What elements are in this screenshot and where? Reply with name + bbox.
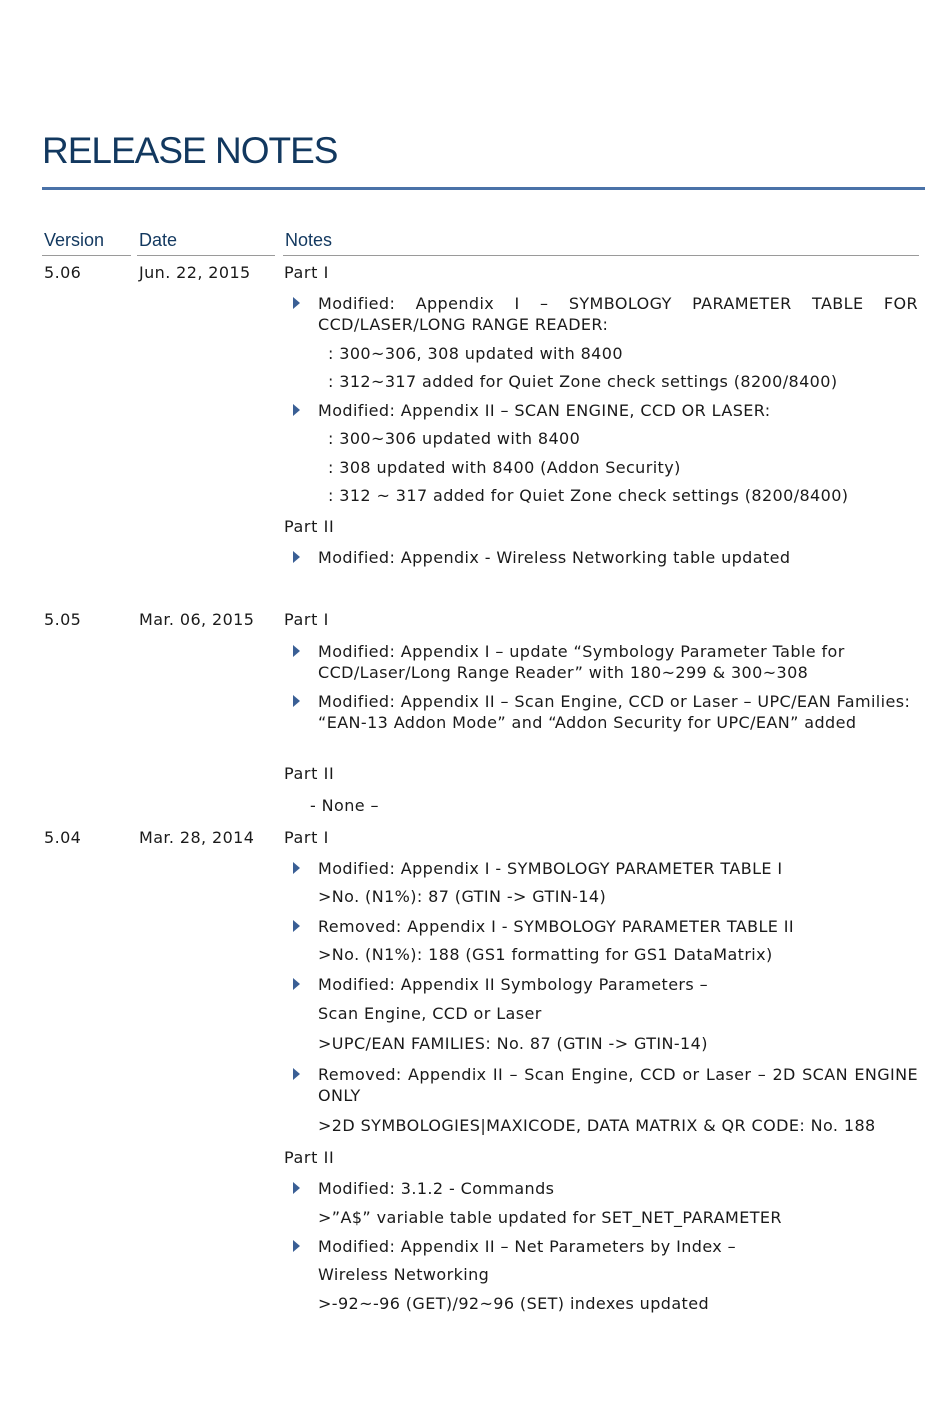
bullet-arrow-icon [293,1182,300,1194]
note-item [318,916,918,937]
note-detail: >”A$” variable table updated for SET_NET_PARAMETER [318,1208,782,1227]
note-detail: >2D SYMBOLOGIES|MAXICODE, DATA MATRIX & QR CODE: No. 188 [318,1116,876,1135]
title-rule [42,187,925,190]
release-date: Mar. 28, 2014 [139,828,255,847]
note-detail: : 308 updated with 8400 (Addon Security) [328,458,681,477]
header-rule-notes [283,255,919,256]
note-text: Modified: Appendix I – SYMBOLOGY PARAMETER TABLE FOR CCD/LASER/LONG RANGE READER: [318,294,918,334]
note-text: Removed: Appendix I - SYMBOLOGY PARAMETER TABLE II [318,917,795,936]
note-text: Modified: Appendix II – Net Parameters by Index – [318,1237,737,1256]
note-text: Modified: Appendix II – SCAN ENGINE, CCD OR LASER: [318,401,771,420]
note-none: - None – [310,796,379,815]
bullet-arrow-icon [293,1240,300,1252]
note-detail: >UPC/EAN FAMILIES: No. 87 (GTIN -> GTIN-14) [318,1034,708,1053]
note-detail: : 312 ~ 317 added for Quiet Zone check settings (8200/8400) [328,486,849,505]
bullet-arrow-icon [293,297,300,309]
part-heading: Part I [284,828,329,847]
note-detail: >No. (N1%): 87 (GTIN -> GTIN-14) [318,887,607,906]
bullet-arrow-icon [293,645,300,657]
part-heading: Part II [284,517,335,536]
note-item [318,974,918,995]
bullet-arrow-icon [293,1068,300,1080]
release-version: 5.05 [44,610,82,629]
note-text: Modified: Appendix - Wireless Networking table updated [318,548,791,567]
note-item [318,1178,918,1199]
part-heading: Part II [284,1148,335,1167]
release-version: 5.04 [44,828,82,847]
note-text: Modified: Appendix II Symbology Parameters – [318,975,709,994]
header-version: Version [44,230,105,250]
bullet-arrow-icon [293,404,300,416]
note-detail: >No. (N1%): 188 (GS1 formatting for GS1 DataMatrix) [318,945,773,964]
header-rule-date [137,255,275,256]
note-item [318,293,918,335]
header-date: Date [139,230,178,250]
note-item [318,691,918,733]
note-detail: >-92~-96 (GET)/92~96 (SET) indexes updated [318,1294,710,1313]
note-detail: Scan Engine, CCD or Laser [318,1004,542,1023]
note-text: Modified: 3.1.2 - Commands [318,1179,555,1198]
header-notes: Notes [285,230,333,250]
bullet-arrow-icon [293,920,300,932]
note-item [318,547,918,568]
note-text: Modified: Appendix II – Scan Engine, CCD or Laser – UPC/EAN Families: “EAN-13 Addon Mode” and “Addon Security for UPC/EAN” added [318,692,911,732]
note-item [318,400,918,421]
note-item [318,858,918,879]
note-item [318,1236,918,1257]
bullet-arrow-icon [293,978,300,990]
note-detail: Wireless Networking [318,1265,490,1284]
bullet-arrow-icon [293,695,300,707]
release-version: 5.06 [44,263,82,282]
note-detail: : 300~306, 308 updated with 8400 [328,344,623,363]
page-title: RELEASE NOTES [42,130,338,171]
release-date: Jun. 22, 2015 [139,263,251,282]
note-text: Removed: Appendix II – Scan Engine, CCD or Laser – 2D SCAN ENGINE ONLY [318,1065,918,1105]
note-item [318,641,918,683]
note-detail: : 300~306 updated with 8400 [328,429,581,448]
release-date: Mar. 06, 2015 [139,610,255,629]
part-heading: Part I [284,263,329,282]
note-text: Modified: Appendix I – update “Symbology Parameter Table for CCD/Laser/Long Range Reader” with 180~299 & 300~308 [318,642,845,682]
header-rule-version [42,255,131,256]
part-heading: Part I [284,610,329,629]
bullet-arrow-icon [293,862,300,874]
bullet-arrow-icon [293,551,300,563]
note-detail: : 312~317 added for Quiet Zone check settings (8200/8400) [328,372,838,391]
note-item [318,1064,918,1106]
note-text: Modified: Appendix I - SYMBOLOGY PARAMETER TABLE I [318,859,783,878]
part-heading: Part II [284,764,335,783]
